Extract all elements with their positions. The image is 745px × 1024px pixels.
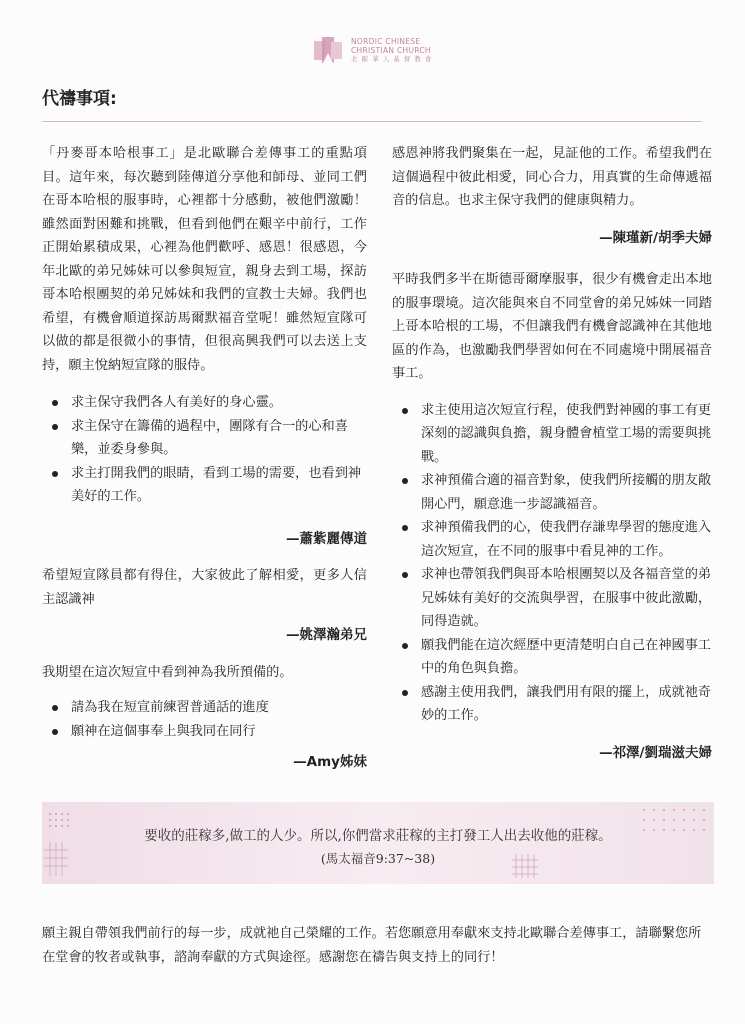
list-item: 求主使用這次短宣行程，使我們對神國的事工有更深刻的認識與負擔，親身體會植堂工場的需要與挑戰。 [392,399,712,470]
signature: —Amy姊妹 [293,754,367,770]
bullet-icon [52,400,58,406]
bullet-icon [402,690,408,696]
bullet-icon [52,424,58,430]
list-item: 感謝主使用我們，讓我們用有限的擺上，成就祂奇妙的工作。 [392,681,712,728]
prayer-list-3 [392,399,712,728]
paragraph: 希望短宣隊員都有得住，大家彼此了解相愛，更多人信主認識神 [42,568,367,607]
verse-reference: (馬太福音9:37~38) [320,851,436,866]
list-item: 願神在這個事奉上與我同在同行 [42,720,367,744]
title-divider [42,121,702,122]
bullet-icon [402,572,408,578]
bullet-icon [52,471,58,477]
verse-text: 要收的莊稼多,做工的人少。所以,你們當求莊稼的主打發工人出去收他的莊稼。 [144,828,612,844]
right-column [392,142,712,765]
bullet-icon [402,408,408,414]
left-column [42,142,367,775]
signature: —陳瑾新/胡季夫婦 [599,229,712,246]
list-item: 求主保守在籌備的過程中，團隊有合一的心和喜樂，並委身參與。 [42,415,367,462]
signature: —祁澤/劉瑞滋夫婦 [599,744,712,761]
logo-wordmark [351,37,432,64]
prayer-list-1 [42,391,367,509]
bullet-icon [52,729,58,735]
logo-line-2: CHRISTIAN CHURCH [351,45,431,55]
church-logo-icon [313,35,343,65]
list-item: 請為我在短宣前練習普通話的進度 [42,696,367,720]
list-item: 求神預備合適的福音對象，使我們所接觸的朋友敞開心門，願意進一步認識福音。 [392,469,712,516]
logo-line-1: NORDIC CHINESE [351,36,421,46]
list-item: 願我們能在這次經歷中更清楚明白自己在神國事工中的角色與負擔。 [392,634,712,681]
signature: —蕭紫麗傳道 [286,530,367,547]
logo-line-3: 北 歐 華 人 基 督 教 會 [351,54,433,63]
bullet-icon [402,525,408,531]
paragraph: 感恩神將我們聚集在一起，見証他的工作。希望我們在這個過程中彼此相愛，同心合力，用真實的生命傳遞福音的信息。也求主保守我們的健康與精力。 [392,146,712,208]
paragraph: 我期望在這次短宣中看到神為我所預備的。 [42,664,293,680]
section-title: 代禱事項: [42,89,117,109]
church-logo [313,33,432,67]
list-item: 求神預備我們的心，使我們存謙卑學習的態度進入這次短宣，在不同的服事中看見神的工作。 [392,516,712,563]
intro-paragraph: 「丹麥哥本哈根事工」是北歐聯合差傳事工的重點項目。這年來，每次聽到陸傳道分享他和師母、並同工們在哥本哈根的服事時，心裡都十分感動，被他們激勵！雖然面對困難和挑戰，但看到他們在艱辛中前行，工作正開始累積成果，心裡為他們歡呼、感恩！很感恩，今年北歐的弟兄姊妹可以參與短宣，親身去到工場，探訪哥本哈根團契的弟兄姊妹和我們的宣教士夫婦。我們也希望，有機會順道探訪馬爾默福音堂呢！雖然短宣隊可以做的都是很微小的事情，但很高興我們可以去送上支持，願主悅納短宣隊的服侍。 [42,146,367,373]
list-item: 求神也帶領我們與哥本哈根團契以及各福音堂的弟兄姊妹有美好的交流與學習，在服事中彼此激勵，同得造就。 [392,563,712,634]
closing-paragraph: 願主親自帶領我們前行的每一步，成就祂自己榮耀的工作。若您願意用奉獻來支持北歐聯合差傳事工，請聯繫您所在堂會的牧者或執事，諮詢奉獻的方式與途徑。感謝您在禱告與支持上的同行！ [42,926,702,965]
signature: —姚澤瀚弟兄 [286,627,367,643]
verse-banner [42,802,714,884]
bullet-icon [402,643,408,649]
bullet-icon [402,478,408,484]
list-item: 求主保守我們各人有美好的身心靈。 [42,391,367,415]
list-item: 求主打開我們的眼睛，看到工場的需要，也看到神美好的工作。 [42,462,367,509]
prayer-list-2 [42,696,367,743]
paragraph: 平時我們多半在斯德哥爾摩服事，很少有機會走出本地的服事環境。這次能與來自不同堂會的弟兄姊妹一同踏上哥本哈根的工場，不但讓我們有機會認識神在其他地區的作為，也激勵我們學習如何在不同處境中開展福音事工。 [392,272,712,381]
bullet-icon [52,705,58,711]
